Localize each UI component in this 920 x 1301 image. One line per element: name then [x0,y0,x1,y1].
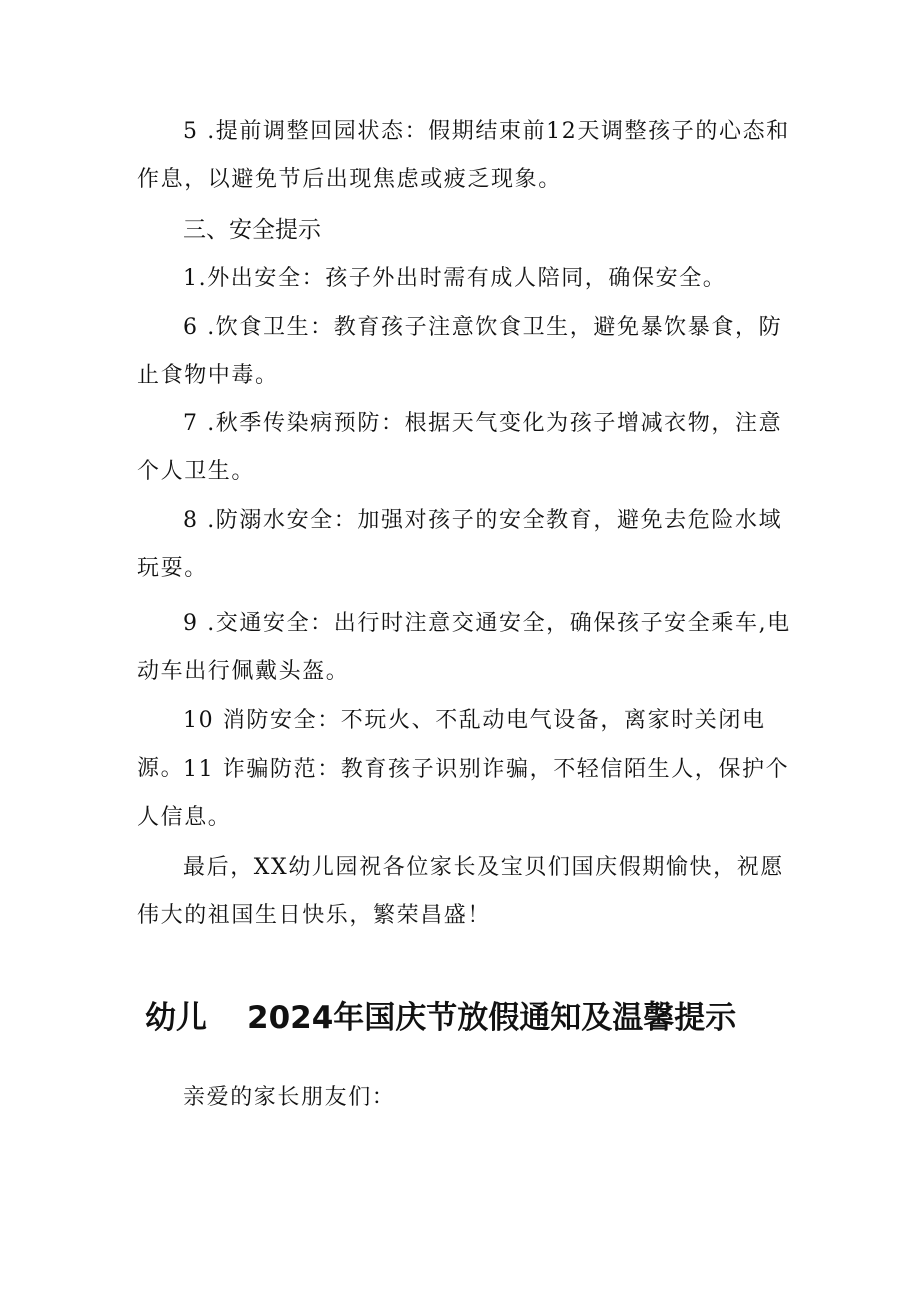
item-7-paragraph: 7 .秋季传染病预防：根据天气变化为孩子增减衣物，注意个人卫生。 [137,411,783,484]
item-11-paragraph: 11 诈骗防范：教育孩子识别诈骗，不轻信陌生人，保护个人信息。 [137,757,790,830]
document-title [145,994,845,1042]
greeting-line: 亲爱的家长朋友们： [183,1085,396,1110]
item-5-paragraph: 5 .提前调整回园状态：假期结束前12天调整孩子的心态和作息，以避免节后出现焦虑或疲乏现象。 [137,119,790,192]
title-part-2: 2024年国庆节放假通知及温馨提示 [247,1000,737,1036]
item-8-paragraph: 8 .防溺水安全：加强对孩子的安全教育，避免去危险水域玩耍。 [137,508,783,581]
closing-paragraph: 最后，XX幼儿园祝各位家长及宝贝们国庆假期愉快，祝愿伟大的祖国生日快乐，繁荣昌盛！ [137,855,784,928]
item-6-paragraph: 6 .饮食卫生：教育孩子注意饮食卫生，避免暴饮暴食，防止食物中毒。 [137,315,783,388]
title-part-1: 幼儿 [145,1000,207,1036]
item-9-paragraph: 9 .交通安全：出行时注意交通安全，确保孩子安全乘车,电动车出行佩戴头盔。 [137,611,791,684]
section-heading-safety: 三、安全提示 [183,217,321,243]
item-10-paragraph: 10 消防安全：不玩火、不乱动电气设备，离家时关闭电源。 [137,708,766,781]
item-1-paragraph: 1.外出安全：孩子外出时需有成人陪同，确保安全。 [183,266,727,291]
